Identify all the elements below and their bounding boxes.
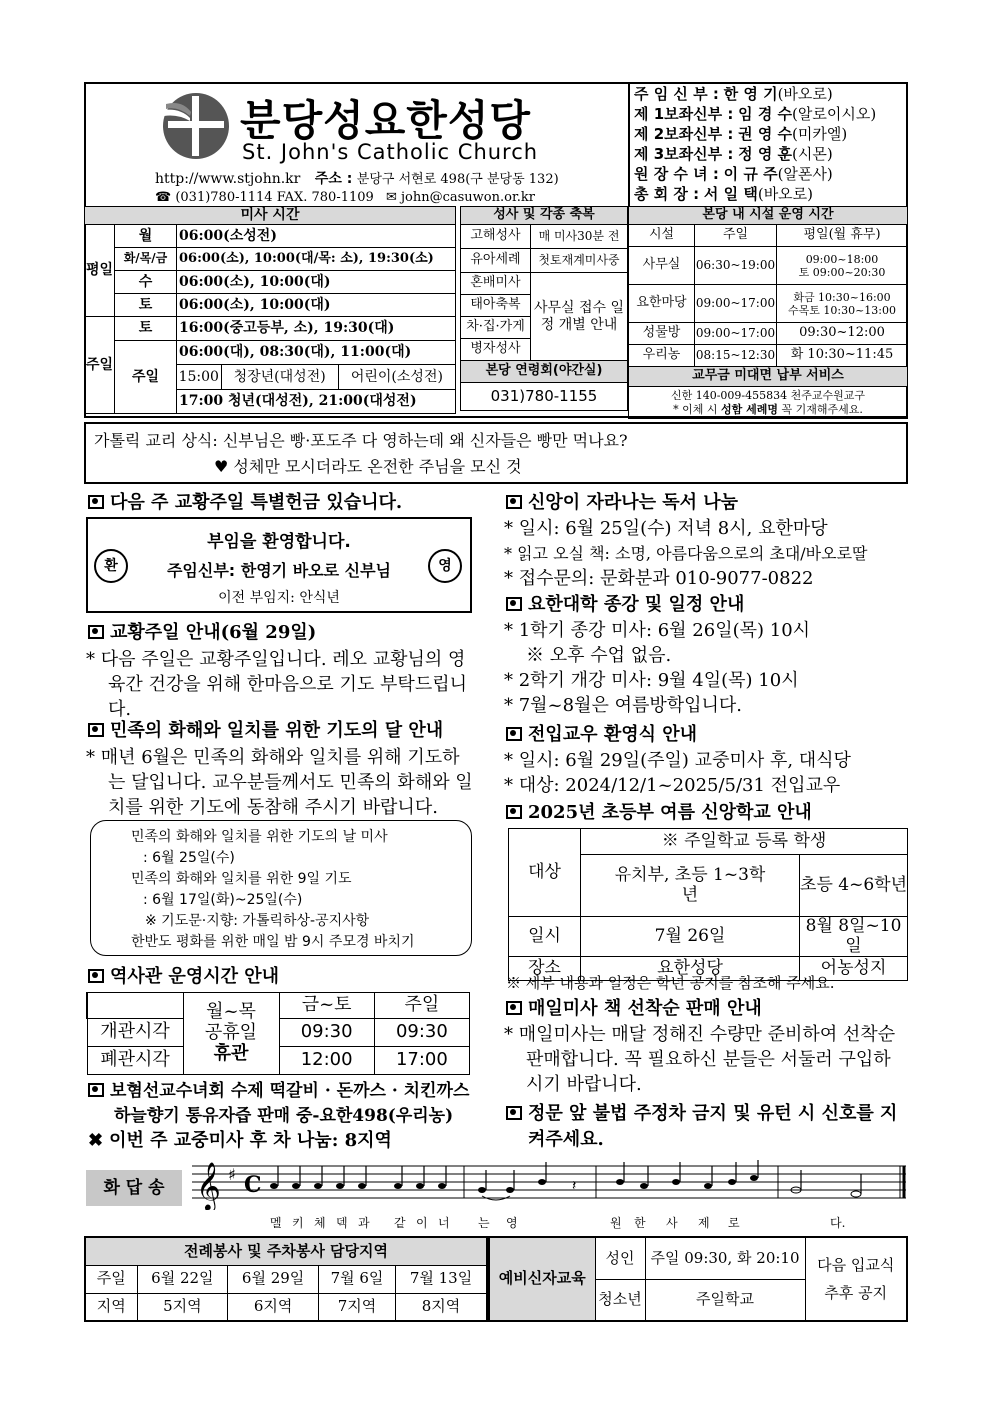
camp-target: 대상 (509, 829, 581, 917)
mass-time: 17:00 청년(대성전), 21:00(대성전) (177, 390, 456, 414)
staff-role: 원 장 수 녀 : (634, 165, 719, 183)
svg-text:♯: ♯ (228, 1165, 236, 1184)
lyric-syllable: 원 (610, 1216, 622, 1230)
sacrament-note: 매 미사30분 전 (531, 225, 628, 249)
staff-role: 총 회 장 : (634, 185, 700, 203)
duty-area-label: 지역 (85, 1293, 137, 1321)
church-name-en: St. John's Catholic Church (242, 140, 539, 164)
camp-header: ※ 주일학교 등록 학생 (581, 829, 908, 855)
facility-weekday: 09:00~18:00 (805, 252, 879, 266)
open-time: 09:30 (374, 1019, 469, 1047)
mass-day: 수 (115, 271, 177, 294)
lyric-syllable: 한 (634, 1216, 646, 1230)
sacrament-note: 첫토재계미사중 (531, 249, 628, 273)
bell-icon (88, 495, 104, 509)
sacrament-name: 고해성사 (461, 225, 531, 249)
college-item: * 1학기 종강 미사: 6월 26일(목) 10시 (504, 620, 811, 641)
staff-name: 서 일 택 (703, 185, 758, 203)
facility-name: 우리농 (629, 345, 695, 367)
svg-text:C: C (244, 1172, 262, 1198)
facility-name: 성물방 (629, 323, 695, 345)
tithe-note-bold: 성함 세례명 (721, 402, 778, 416)
sacrament-title: 성사 및 각종 축복 (461, 207, 628, 225)
reading-item: * 접수문의: 문화분과 010-9077-0822 (504, 568, 814, 589)
pope-sunday-text: * 다음 주일은 교황주일입니다. 레오 교황님의 영육간 건강을 위해 한마음으로 기도 부탁드립니다. (86, 649, 467, 720)
bell-icon (506, 727, 522, 741)
duty-table (84, 1236, 488, 1322)
staff-extra: (바오로) (777, 85, 833, 103)
pope-sunday-title: 교황주일 안내(6월 29일) (110, 622, 317, 643)
church-url[interactable]: http://www.stjohn.kr (155, 171, 301, 187)
catechumen-youth-place: 주일학교 (645, 1279, 805, 1321)
pope-offering-title: 다음 주 교황주일 특별헌금 있습니다. (110, 492, 403, 513)
close-time: 12:00 (279, 1047, 374, 1075)
lyric-syllable: 덱 (336, 1216, 348, 1230)
lyric-syllable: 사 (666, 1216, 678, 1230)
facility-header: 평일(월 휴무) (777, 225, 908, 247)
duty-date: 7월 13일 (396, 1265, 487, 1293)
newcomer-item: * 일시: 6월 29일(주일) 교중미사 후, 대식당 (504, 750, 851, 771)
car-sharing: 이번 주 교중미사 후 차 나눔: 8지역 (109, 1130, 392, 1151)
lyric-syllable: 제 (698, 1216, 710, 1230)
badge-text: 환 (104, 558, 118, 574)
camp-table (508, 828, 908, 981)
camp-place: 요한성당 (581, 957, 800, 981)
laurel-badge-left (94, 549, 128, 583)
lyric-syllable: 영 (506, 1216, 518, 1230)
sacrament-table (460, 206, 628, 411)
sacrament-name: 태아축복 (461, 295, 531, 317)
staff-role: 주 임 신 부 : (634, 85, 719, 103)
history-header: 월~목 (206, 1001, 256, 1023)
church-name: 분당성요한성당 (240, 96, 532, 145)
box-line: 민족의 화해와 일치를 위한 기도의 날 미사 (131, 829, 388, 845)
facility-title: 본당 내 시설 운영 시간 (629, 207, 908, 225)
reading-title: 신앙이 자라나는 독서 나눔 (528, 492, 739, 513)
svg-text:𝄞: 𝄞 (196, 1161, 221, 1210)
lyric-syllable: 너 (438, 1216, 450, 1230)
welcome-prev: 이전 부임지: 안식년 (218, 590, 340, 606)
sale-line2: 하늘향기 통유자즙 판매 중-요한498(우리농) (114, 1106, 454, 1126)
council-phone: 031)780-1155 (461, 383, 628, 411)
facility-sunday: 09:00~17:00 (695, 323, 777, 345)
camp-date: 8월 8일~10일 (800, 917, 908, 957)
camp-group: 초등 4~6학년 (800, 855, 908, 917)
lyric-syllable: 는 (478, 1216, 490, 1230)
facility-sunday: 09:00~17:00 (695, 285, 777, 323)
sale-line1: 보혐선교수녀회 수제 떡갈비 · 돈까스 · 치킨까스 (110, 1081, 470, 1101)
facility-name: 요한마당 (629, 285, 695, 323)
facility-table (628, 206, 908, 419)
mass-time: 06:00(대), 08:30(대), 11:00(대) (177, 341, 456, 365)
lyric-syllable: 키 (292, 1216, 304, 1230)
staff-list (634, 84, 906, 204)
butterfly-icon: ✖ (88, 1130, 104, 1151)
bell-icon (506, 805, 522, 819)
newcomer-title: 전입교우 환영식 안내 (528, 724, 698, 745)
history-closed: 휴관 (213, 1042, 249, 1064)
duty-date: 6월 29일 (228, 1265, 319, 1293)
staff-name: 한 영 기 (723, 85, 778, 103)
duty-area: 6지역 (228, 1293, 319, 1321)
reconciliation-box (90, 820, 472, 956)
box-line: : 6월 17일(화)~25일(수) (143, 892, 303, 908)
camp-note: ※ 세부 내용과 일정은 학년 공지를 참조해 주세요. (506, 974, 835, 992)
camp-date: 7월 26일 (581, 917, 800, 957)
bell-icon (506, 495, 522, 509)
bell-icon (88, 1083, 104, 1097)
mass-time: 06:00(소), 10:00(대) (177, 271, 456, 294)
history-table (86, 992, 470, 1075)
phone-fax: ☎ (031)780-1114 FAX. 780-1109 (155, 190, 374, 205)
camp-date-label: 일시 (509, 917, 581, 957)
open-label: 개관시각 (87, 1019, 183, 1047)
facility-weekday: 토 09:00~20:30 (798, 265, 886, 279)
bell-icon (506, 597, 522, 611)
badge-text: 영 (438, 558, 452, 574)
facility-weekday: 화 10:30~11:45 (777, 345, 908, 367)
sacrament-name: 차·집·가게 (461, 317, 531, 339)
duty-day-label: 주일 (85, 1265, 137, 1293)
camp-place: 어농성지 (800, 957, 908, 981)
church-logo (160, 90, 232, 162)
staff-extra: (알로이시오) (792, 105, 877, 123)
mass-time: 15:00 (177, 365, 221, 389)
lyric-syllable: 체 (314, 1216, 326, 1230)
facility-weekday: 수목토 10:30~13:00 (788, 303, 896, 317)
camp-place-label: 장소 (509, 957, 581, 981)
staff-extra: (미카엘) (792, 125, 848, 143)
staff-role: 제 1보좌신부 : (634, 105, 734, 123)
welcome-title: 부임을 환영합니다. (207, 532, 351, 552)
facility-weekday: 화금 10:30~16:00 (793, 290, 891, 304)
box-line: ※ 기도문·지향: 가톨릭하상-공지사항 (145, 913, 370, 929)
open-time: 09:30 (279, 1019, 374, 1047)
staff-role: 제 3보좌신부 : (634, 145, 734, 163)
sunday-label: 주일 (85, 317, 115, 414)
welcome-line: 주임신부: 한영기 바오로 신부님 (166, 561, 392, 580)
lyric-syllable: 멜 (270, 1216, 282, 1230)
reading-item: * 읽고 오실 책: 소명, 아름다움으로의 초대/바오로딸 (504, 544, 868, 563)
music-staff (192, 1160, 908, 1210)
reading-item: * 일시: 6월 25일(수) 저녁 8시, 요한마당 (504, 518, 828, 539)
catechumen-next: 다음 입교식 추후 공지 (805, 1237, 907, 1321)
facility-header: 주일 (695, 225, 777, 247)
duty-area: 8지역 (396, 1293, 487, 1321)
tithe-note: * 이체 시 (673, 402, 722, 416)
catechumen-title: 예비신자교육 (489, 1237, 595, 1321)
mass-time: 16:00(중고등부, 소), 19:30(대) (177, 317, 456, 341)
catechumen-youth: 청소년 (595, 1279, 645, 1321)
lyric-syllable: 다. (830, 1216, 846, 1230)
history-holiday: 공휴일 (204, 1022, 258, 1044)
tithe-account: 신한 140-009-455834 천주교수원교구 (670, 388, 866, 402)
mass-schedule-table (84, 206, 456, 414)
catechism-answer: ♥ 성체만 모시더라도 온전한 주님을 모신 것 (214, 457, 522, 476)
duty-date: 6월 22일 (137, 1265, 228, 1293)
lyric-syllable: 로 (728, 1216, 740, 1230)
mass-day: 토 (115, 294, 177, 317)
college-item: * 7월~8월은 여름방학입니다. (504, 695, 743, 716)
staff-name: 임 경 수 (738, 105, 793, 123)
close-time: 17:00 (374, 1047, 469, 1075)
catechumen-adult-time: 주일 09:30, 화 20:10 (645, 1237, 805, 1279)
duty-area: 5지역 (137, 1293, 228, 1321)
lyric-syllable: 같 (394, 1216, 406, 1230)
staff-extra: (바오로) (757, 185, 814, 203)
newcomer-item: * 대상: 2024/12/1~2025/5/31 전입교우 (504, 775, 841, 796)
church-address: 분당구 서현로 498(구 분당동 132) (356, 172, 559, 187)
sacrament-note: 사무실 접수 일정 개별 안내 (531, 273, 628, 361)
psalm-label (86, 1170, 182, 1206)
bell-icon (88, 969, 104, 983)
welcome-box (86, 517, 472, 613)
bell-icon (88, 723, 104, 737)
mass-day: 화/목/금 (115, 248, 177, 271)
lyric-syllable: 이 (416, 1216, 428, 1230)
facility-name: 사무실 (629, 247, 695, 285)
staff-name: 정 영 훈 (738, 145, 793, 163)
sacrament-name: 혼배미사 (461, 273, 531, 295)
staff-name: 이 규 주 (723, 165, 778, 183)
reconciliation-title: 민족의 화해와 일치를 위한 기도의 달 안내 (110, 720, 444, 741)
tithe-note: 꼭 기재해주세요. (777, 402, 863, 416)
facility-header: 시설 (629, 225, 695, 247)
missal-title: 매일미사 책 선착순 판매 안내 (528, 998, 762, 1019)
history-header: 금~토 (279, 993, 374, 1019)
box-line: : 6월 25일(수) (143, 850, 235, 866)
laurel-badge-right (428, 549, 462, 583)
sacrament-name: 유아세례 (461, 249, 531, 273)
council-title: 본당 연령회(야간실) (461, 361, 628, 383)
mass-youth: 청장년(대성전) (221, 365, 338, 389)
psalm-lyrics (270, 1214, 890, 1230)
history-header: 주일 (374, 993, 469, 1019)
catechism-box (84, 422, 908, 484)
college-item: * 2학기 개강 미사: 9월 4일(목) 10시 (504, 670, 799, 691)
bell-icon (506, 1001, 522, 1015)
facility-sunday: 06:30~19:00 (695, 247, 777, 285)
bell-icon (506, 1106, 522, 1120)
staff-role: 제 2보좌신부 : (634, 125, 734, 143)
box-line: 한반도 평화를 위한 매일 밤 9시 주모경 바치기 (131, 934, 415, 950)
camp-title: 2025년 초등부 여름 신앙학교 안내 (528, 802, 812, 823)
mass-time: 06:00(소), 10:00(대/목: 소), 19:30(소) (177, 248, 456, 271)
staff-extra: (시몬) (792, 145, 833, 163)
mass-kids: 어린이(소성전) (350, 368, 443, 385)
mass-day: 주일 (115, 341, 177, 414)
bell-icon (88, 625, 104, 639)
facility-weekday: 09:30~12:00 (777, 323, 908, 345)
missal-text: * 매일미사는 매달 정해진 수량만 준비하여 선착순 판매합니다. 꼭 필요하신 분들은 서둘러 구입하시기 바랍니다. (504, 1024, 896, 1095)
mass-day: 월 (115, 225, 177, 248)
catechism-question: 가톨릭 교리 상식: 신부님은 빵·포도주 다 영하는데 왜 신자들은 빵만 먹나요? (94, 431, 628, 450)
mass-day: 토 (115, 317, 177, 341)
catechumen-adult: 성인 (595, 1237, 645, 1279)
duty-date: 7월 6일 (318, 1265, 395, 1293)
mass-title: 미사 시간 (85, 207, 456, 225)
staff-extra: (알폰사) (777, 165, 833, 183)
staff-name: 권 영 수 (738, 125, 793, 143)
address-label: 주소 : (314, 171, 353, 187)
college-item: ※ 오후 수업 없음. (526, 645, 672, 666)
history-title: 역사관 운영시간 안내 (110, 966, 280, 987)
mass-time: 06:00(소), 10:00(대) (177, 294, 456, 317)
mass-time: 06:00(소성전) (177, 225, 456, 248)
envelope-icon: ✉ (385, 190, 397, 205)
close-label: 폐관시각 (87, 1047, 183, 1075)
sacrament-name: 병자성사 (461, 339, 531, 361)
box-line: 민족의 화해와 일치를 위한 9일 기도 (131, 871, 352, 887)
catechumen-table (488, 1236, 908, 1322)
facility-sunday: 08:15~12:30 (695, 345, 777, 367)
parking-notice: 정문 앞 불법 주정차 금지 및 유턴 시 신호를 지켜주세요. (528, 1103, 898, 1150)
college-title: 요한대학 종강 및 일정 안내 (528, 594, 745, 615)
duty-area: 7지역 (318, 1293, 395, 1321)
tithe-title: 교무금 미대면 납부 서비스 (629, 367, 908, 387)
camp-group: 유치부, 초등 1~3학년 (581, 855, 800, 917)
reconciliation-text: * 매년 6월은 민족의 화해와 일치를 위해 기도하는 달입니다. 교우분들께서도 민족의 화해와 일치를 위한 기도에 동참해 주시기 바랍니다. (86, 747, 473, 818)
psalm-label-text: 화 답 송 (103, 1178, 165, 1198)
svg-text:𝄽: 𝄽 (572, 1178, 577, 1194)
weekday-label: 평일 (85, 225, 115, 317)
duty-title: 전례봉사 및 주차봉사 담당지역 (85, 1237, 487, 1265)
email[interactable]: john@casuwon.or.kr (400, 190, 535, 205)
lyric-syllable: 과 (358, 1216, 370, 1230)
